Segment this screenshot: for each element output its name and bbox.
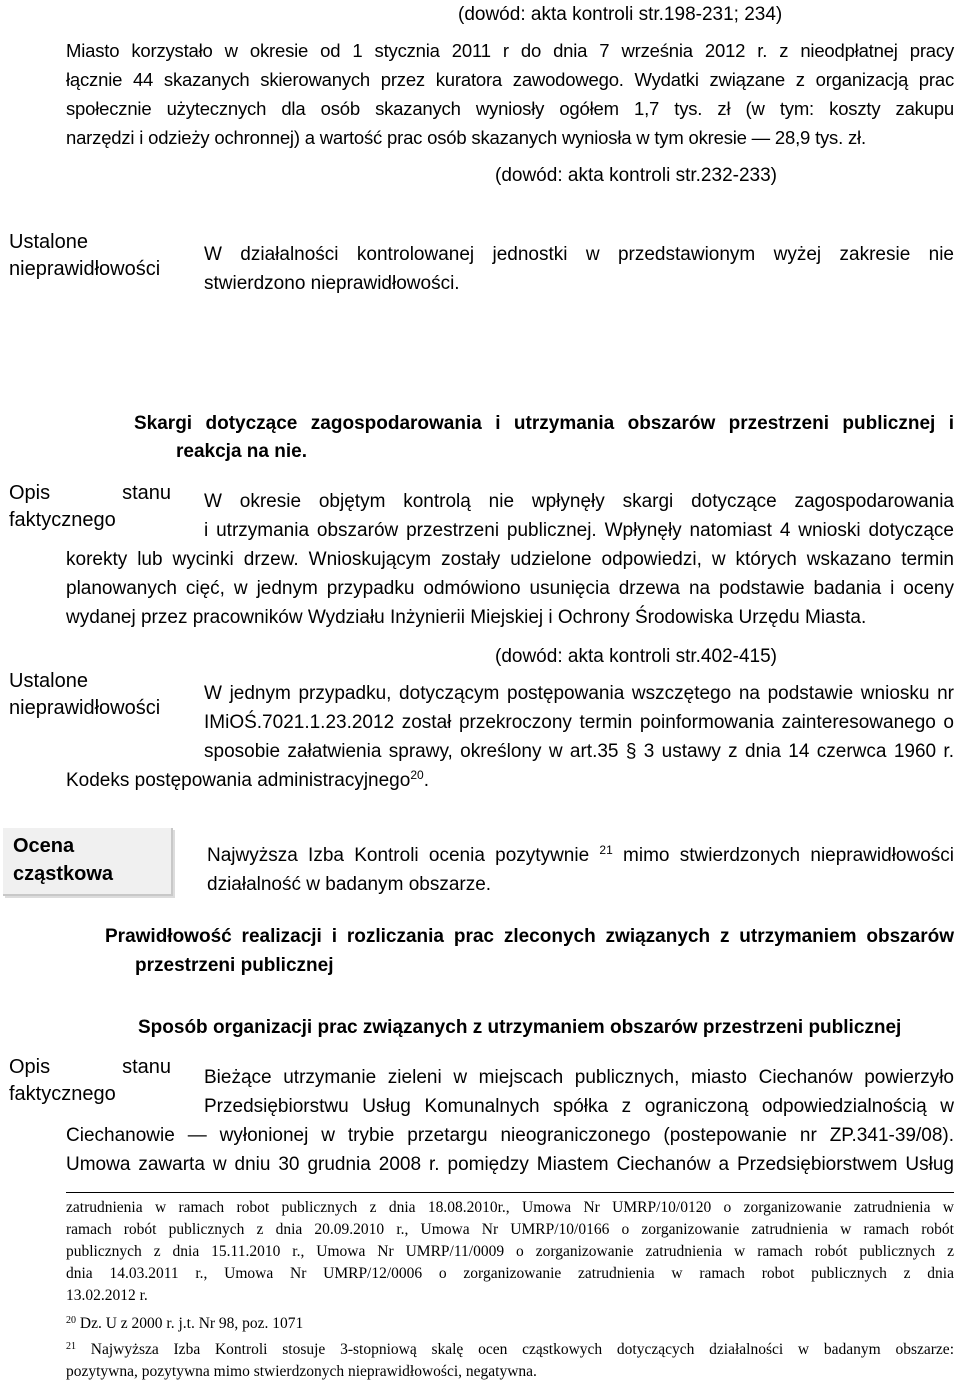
paragraph-line: W okresie objętym kontrolą nie wpłynęły skargi dotyczące zagospodarowania [204,491,954,512]
assessment-text [207,841,954,899]
margin-label-word: stanu [122,1056,171,1078]
footnote-line: zatrudnienia w ramach robot publicznych z dnia 18.08.2010r., Umowa Nr UMRP/10/0120 o zorganizowanie zatrudnienia w [66,1199,954,1216]
code-name: Kodeks postępowania administracyjnego [66,770,411,791]
assessment-box [3,828,173,896]
footnote-number: 20 [66,1315,76,1326]
section-heading-complaints [134,410,954,466]
paragraph-line: społecznie użytecznych dla osób skazanych wyniosły ogółem 1,7 tys. zł (w tym: koszty zakupu [66,98,954,119]
punctuation: . [423,770,429,791]
footnote-ref[interactable]: 20 [410,768,424,782]
paragraph-line: wydanej przez pracowników Wydziału Inżynierii Miejskiej i Ochrony Środowiska Urzędu Miasta. [66,607,867,628]
paragraph-complaints [204,487,954,545]
paragraph-line: Bieżące utrzymanie zieleni w miejscach publicznych, miasto Ciechanów powierzyło [204,1067,954,1088]
margin-label-word: Opis [9,1056,51,1078]
footnotes [66,1197,954,1383]
footnote-21 [66,1339,954,1361]
evidence-reference: (dowód: akta kontroli str.232-233) [495,165,777,186]
irregularities-text [204,240,954,298]
paragraph-line: Przedsiębiorstwu Usług Komunalnych spółka z ograniczoną odpowiedzialnością w [204,1096,954,1117]
heading-line: przestrzeni publicznej [135,955,334,976]
footnote-line: publicznych z dnia 15.11.2010 r., Umowa Nr UMRP/11/0009 o zorganizowanie zatrudnienia w ramach robót publicznych z [66,1243,954,1260]
paragraph-organization-cont [66,1121,954,1179]
footnote-line: pozytywna, pozytywna mimo stwierdzonych nieprawidłowości, negatywna. [66,1363,537,1380]
margin-label-word: stanu [122,482,171,504]
heading-line: reakcja na nie. [176,441,307,462]
assessment-text-part: mimo stwierdzonych nieprawidłowości [623,845,954,866]
footnote-ref[interactable]: 21 [599,843,613,857]
paragraph-line: działalność w badanym obszarze. [207,874,492,895]
assessment-box-word: cząstkowa [13,863,114,885]
paragraph-line: planowanych cięć, w jednym przypadku odmówiono usunięcia drzewa na podstawie badania i oceny [66,578,954,599]
paragraph-convict-labor [66,36,954,123]
heading-line: Prawidłowość realizacji i rozliczania prac zleconych związanych z utrzymaniem obszarów [105,926,954,947]
margin-label-word: Ustalone [9,670,88,692]
margin-label-word: nieprawidłowości [9,258,161,280]
paragraph-organization [204,1063,954,1121]
paragraph-line: Miasto korzystało w okresie od 1 stycznia 2011 r do dnia 7 września 2012 r. z nieodpłatnej pracy [66,40,954,61]
footnote-line: ramach robót publicznych z dnia 20.09.2010 r., Umowa Nr UMRP/10/0166 o zorganizowanie zatrudnienia w ramach robót [66,1221,954,1238]
margin-label-word: faktycznego [9,1083,116,1105]
margin-label-irregularities [9,229,160,283]
paragraph-line: IMiOŚ.7021.1.23.2012 został przekroczony termin poinformowania zainteresowanego o [204,712,954,733]
assessment-text-part: Najwyższa Izba Kontroli ocenia pozytywnie [207,845,590,866]
footnote-number: 21 [66,1341,76,1352]
footnote-separator [66,1192,954,1193]
footnote-20 [66,1313,954,1335]
evidence-reference: (dowód: akta kontroli str.402-415) [495,646,777,667]
footnote-text: Najwyższa Izba Kontroli stosuje 3-stopniową skalę ocen cząstkowych dotyczących działalności w badanym obszarze: [90,1341,954,1358]
margin-label-factual-state [9,480,171,534]
paragraph-line: sposobie załatwienia sprawy, określony w art.35 § 3 ustawy z dnia 14 czerwca 1960 r. [204,741,954,762]
paragraph-line: korekty lub wycinki drzew. Wnioskującym zostały udzielone odpowiedzi, w których wskazano termin [66,549,954,570]
footnote-line: 13.02.2012 r. [66,1287,148,1304]
paragraph-line: W jednym przypadku, dotyczącym postępowania wszczętego na podstawie wniosku nr [204,683,954,704]
paragraph-line [66,766,429,795]
paragraph-line: narzędzi i odzieży ochronnej) a wartość prac osób skazanych wyniosła w tym okresie — 28,9 tys. zł. [66,127,866,148]
paragraph-line: i utrzymania obszarów przestrzeni publicznej. Wpłynęły natomiast 4 wnioski dotyczące [204,520,954,541]
paragraph-line: Umowa zawarta w dniu 30 grudnia 2008 r. pomiędzy Miastem Ciechanów a Przedsiębiorstwem Usług [66,1154,954,1175]
assessment-box-word: Ocena [13,835,75,857]
footnote-text: Dz. U z 2000 r. j.t. Nr 98, poz. 1071 [79,1315,304,1332]
paragraph-line: Ciechanowie — wyłonionej w trybie przetargu nieograniczonego (postepowanie nr ZP.341-39/08). [66,1125,954,1146]
paragraph-line: łącznie 44 skazanych skierowanych przez kuratora zawodowego. Wydatki związane z organizacją prac [66,69,954,90]
subheading-organization: Sposób organizacji prac związanych z utrzymaniem obszarów przestrzeni publicznej [138,1017,902,1038]
section-heading-correctness [105,922,954,980]
margin-label-irregularities [9,668,160,722]
heading-line: Skargi dotyczące zagospodarowania i utrzymania obszarów przestrzeni publicznej i [134,413,954,434]
margin-label-word: nieprawidłowości [9,697,161,719]
margin-label-factual-state [9,1054,171,1108]
assessment-box-label [13,832,113,888]
footnote-line: dnia 14.03.2011 r., Umowa Nr UMRP/12/0006 o zorganizowanie zatrudnienia w ramach robot publicznych z dnia [66,1265,954,1282]
margin-label-word: faktycznego [9,509,116,531]
margin-label-word: Opis [9,482,51,504]
paragraph-line: stwierdzono nieprawidłowości. [204,273,460,294]
irregularities-text [204,679,954,766]
paragraph-line: W działalności kontrolowanej jednostki w przedstawionym wyżej zakresie nie [204,244,954,265]
evidence-reference: (dowód: akta kontroli str.198-231; 234) [458,4,783,25]
paragraph-complaints-cont [66,545,954,632]
margin-label-word: Ustalone [9,231,88,253]
